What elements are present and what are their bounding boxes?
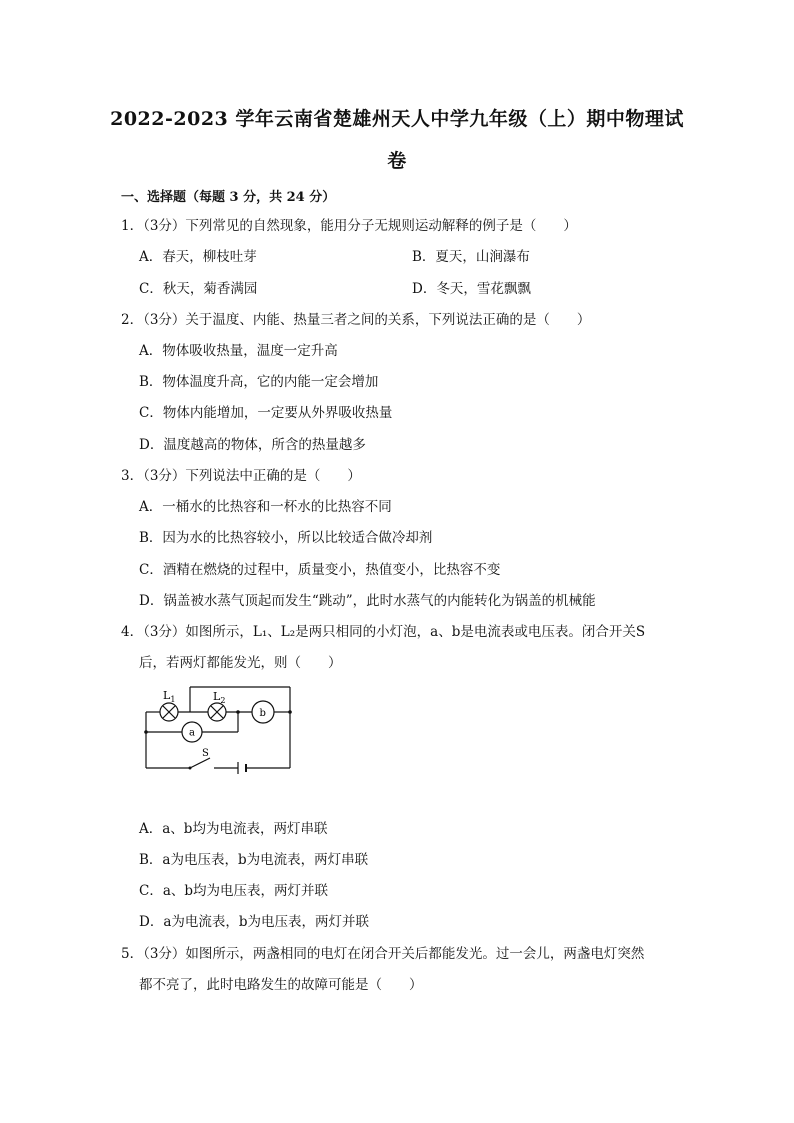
- question-1-stem: 1．（3分）下列常见的自然现象，能用分子无规则运动解释的例子是（ ）: [121, 218, 577, 234]
- label-meter-b: b: [259, 708, 266, 719]
- question-2-option-c: C．物体内能增加，一定要从外界吸收热量: [139, 405, 393, 421]
- question-3-option-d: D．锅盖被水蒸气顶起而发生“跳动”，此时水蒸气的内能转化为锅盖的机械能: [139, 593, 596, 609]
- question-2-stem: 2．（3分）关于温度、内能、热量三者之间的关系，下列说法正确的是（ ）: [121, 312, 591, 328]
- question-4-stem: 4．（3分）如图所示，L₁、L₂是两只相同的小灯泡，a、b是电流表或电压表。闭合开关S: [121, 624, 646, 640]
- question-2-option-b: B．物体温度升高，它的内能一定会增加: [139, 374, 379, 390]
- question-1-option-c: C．秋天，菊香满园: [139, 281, 258, 297]
- label-l1: $L_1$: [163, 689, 176, 704]
- circuit-diagram: [130, 684, 300, 776]
- question-1-option-d: D．冬天，雪花飘飘: [412, 281, 531, 297]
- question-2-option-d: D．温度越高的物体，所含的热量越多: [139, 437, 366, 453]
- question-3-stem: 3．（3分）下列说法中正确的是（ ）: [121, 468, 361, 484]
- question-1-option-a: A．春天，柳枝吐芽: [139, 249, 257, 265]
- question-5-stem: 5．（3分）如图所示，两盏相同的电灯在闭合开关后都能发光。过一会儿，两盏电灯突然: [121, 946, 645, 962]
- label-meter-a: a: [189, 727, 195, 739]
- question-5-stem-continued: 都不亮了，此时电路发生的故障可能是（ ）: [139, 977, 423, 993]
- question-4-option-a: A．a、b均为电流表，两灯串联: [139, 821, 328, 837]
- exam-title-line-2: 卷: [387, 150, 407, 172]
- question-1-option-b: B．夏天，山涧瀑布: [412, 249, 530, 265]
- question-4-option-b: B．a为电压表，b为电流表，两灯串联: [139, 852, 369, 868]
- question-2-option-a: A．物体吸收热量，温度一定升高: [139, 343, 338, 359]
- question-4-stem-continued: 后，若两灯都能发光，则（ ）: [139, 655, 342, 671]
- question-3-option-b: B．因为水的比热容较小，所以比较适合做冷却剂: [139, 530, 433, 546]
- question-3-option-a: A．一桶水的比热容和一杯水的比热容不同: [139, 499, 392, 515]
- section-heading: 一、选择题（每题 3 分，共 24 分）: [121, 190, 336, 205]
- question-4-option-c: C．a、b均为电压表，两灯并联: [139, 883, 329, 899]
- question-3-option-c: C．酒精在燃烧的过程中，质量变小，热值变小，比热容不变: [139, 562, 501, 578]
- question-4-option-d: D．a为电流表，b为电压表，两灯并联: [139, 914, 370, 930]
- label-l2: $L_2$: [213, 690, 226, 705]
- label-switch-s: S: [202, 748, 209, 759]
- exam-title-line-1: 2022-2023 学年云南省楚雄州天人中学九年级（上）期中物理试: [110, 108, 684, 130]
